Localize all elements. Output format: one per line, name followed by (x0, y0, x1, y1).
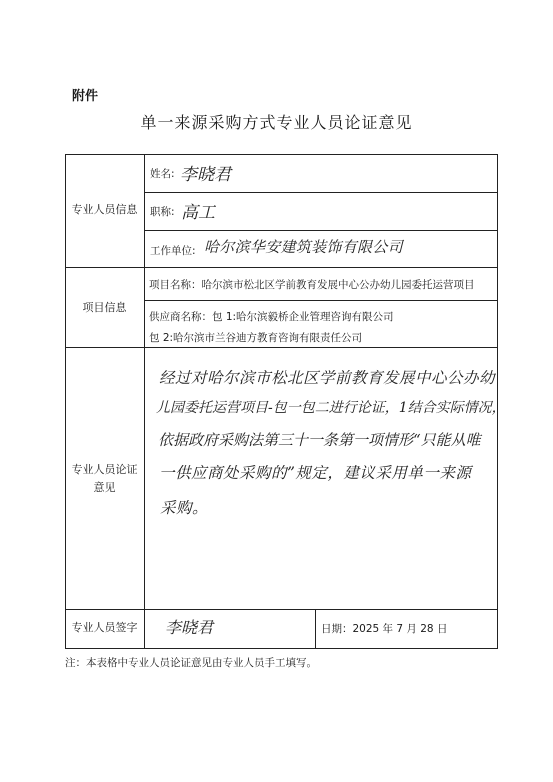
opinion-text-line: 经过对哈尔滨市松北区学前教育发展中心公办幼 (159, 369, 496, 387)
signature-label: 专业人员签字 (71, 621, 138, 634)
name-value: 李晓君 (180, 165, 231, 185)
supplier-line-2: 包 2:哈尔滨市兰谷迪方教育咨询有限责任公司 (149, 332, 363, 344)
row-divider-name (144, 192, 497, 193)
opinion-text-line: 依据政府采购法第三十一条第一项情形“只能从唯 (158, 431, 481, 449)
expert-opinion-form (65, 154, 506, 648)
attachment-label: 附件 (72, 89, 99, 104)
project-info-label: 项目信息 (82, 301, 127, 314)
row-divider-title (144, 230, 497, 231)
name-label: 姓名: (150, 168, 175, 180)
opinion-text-line: 一供应商处采购的”规定，建议采用单一来源 (159, 464, 472, 482)
signature-date: 日期：2025 年 7 月 28 日 (321, 623, 448, 635)
form-border-bottom (65, 648, 498, 649)
section-divider-3 (65, 609, 497, 610)
expert-info-label: 专业人员信息 (71, 203, 138, 216)
title-label: 职称: (150, 206, 175, 218)
supplier-line-1: 供应商名称：包 1:哈尔滨毅桥企业管理咨询有限公司 (149, 311, 394, 323)
label-column-divider (144, 154, 145, 648)
opinion-label-line-2: 意见 (93, 481, 116, 494)
opinion-text-line: 儿园委托运营项目-包一包二进行论证，1结合实际情况， (156, 400, 506, 416)
footnote: 注：本表格中专业人员论证意见由专业人员手工填写。 (65, 657, 317, 669)
project-name: 项目名称：哈尔滨市松北区学前教育发展中心公办幼儿园委托运营项目 (149, 279, 475, 291)
expert-signature: 李晓君 (165, 618, 214, 637)
employer-value: 哈尔滨华安建筑装饰有限公司 (204, 238, 403, 256)
employer-label: 工作单位: (150, 245, 196, 257)
row-divider-project (144, 300, 497, 301)
opinion-text-line: 采购。 (160, 499, 209, 517)
document-title: 单一来源采购方式专业人员论证意见 (140, 113, 413, 132)
form-border-top (65, 154, 497, 155)
form-border-left (65, 154, 66, 648)
section-divider-1 (65, 267, 497, 268)
section-divider-2 (65, 347, 497, 348)
signature-date-divider (315, 609, 316, 648)
opinion-label-line-1: 专业人员论证 (71, 463, 138, 476)
title-value: 高工 (181, 203, 215, 223)
